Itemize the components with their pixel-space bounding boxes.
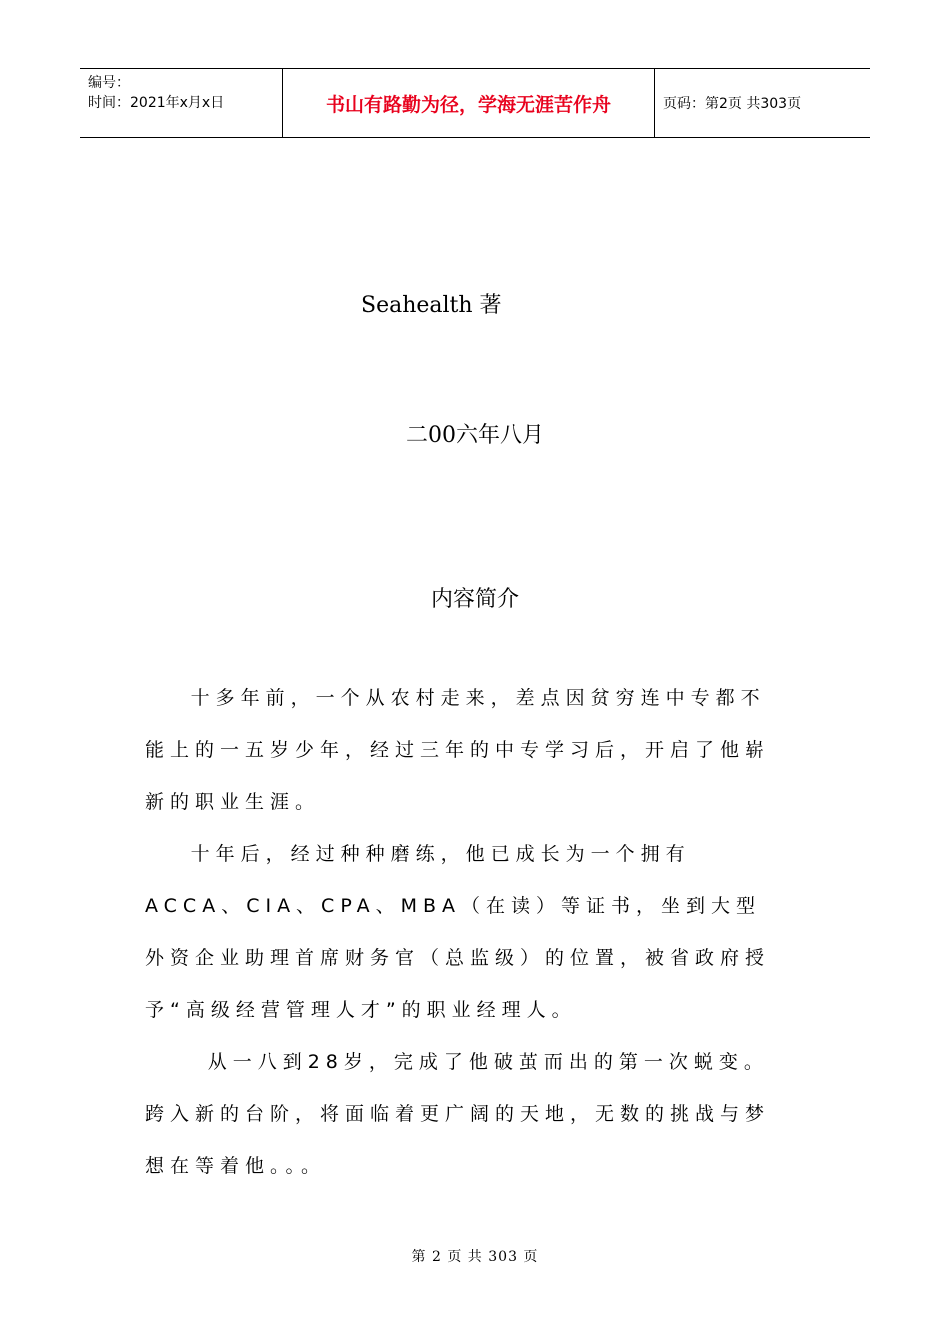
summary-paragraph: 十年后，经过种种磨练，他已成长为一个拥有ACCA、CIA、CPA、MBA（在读）等证书，坐到大型外资企业助理首席财务官（总监级）的位置，被省政府授予“高级经营管理人才”的职业经理人。 [145,843,771,1021]
section-title: 内容简介 [430,587,519,612]
summary-paragraph: 从一八到28岁，完成了他破茧而出的第一次蜕变。跨入新的台阶，将面临着更广阔的天地，无数的挑战与梦想在等着他。。。 [145,1051,771,1177]
publication-date: 二00六年八月 [406,423,544,448]
header-number-label: 编号： [88,75,130,91]
author-line: Seahealth 著 [361,293,502,318]
summary-body [145,672,785,1192]
summary-paragraph: 十多年前，一个从农村走来，差点因贫穷连中专都不能上的一五岁少年，经过三年的中专学习后，开启了他崭新的职业生涯。 [145,687,771,813]
header-motto: 书山有路勤为径，学海无涯苦作舟 [282,69,655,137]
page-header [80,68,870,138]
header-page-info: 页码：第2页 共303页 [663,96,802,112]
header-meta [80,69,282,137]
page-footer: 第 2 页 共 303 页 [411,1249,539,1265]
header-time-label: 时间：2021年x月x日 [88,95,225,111]
